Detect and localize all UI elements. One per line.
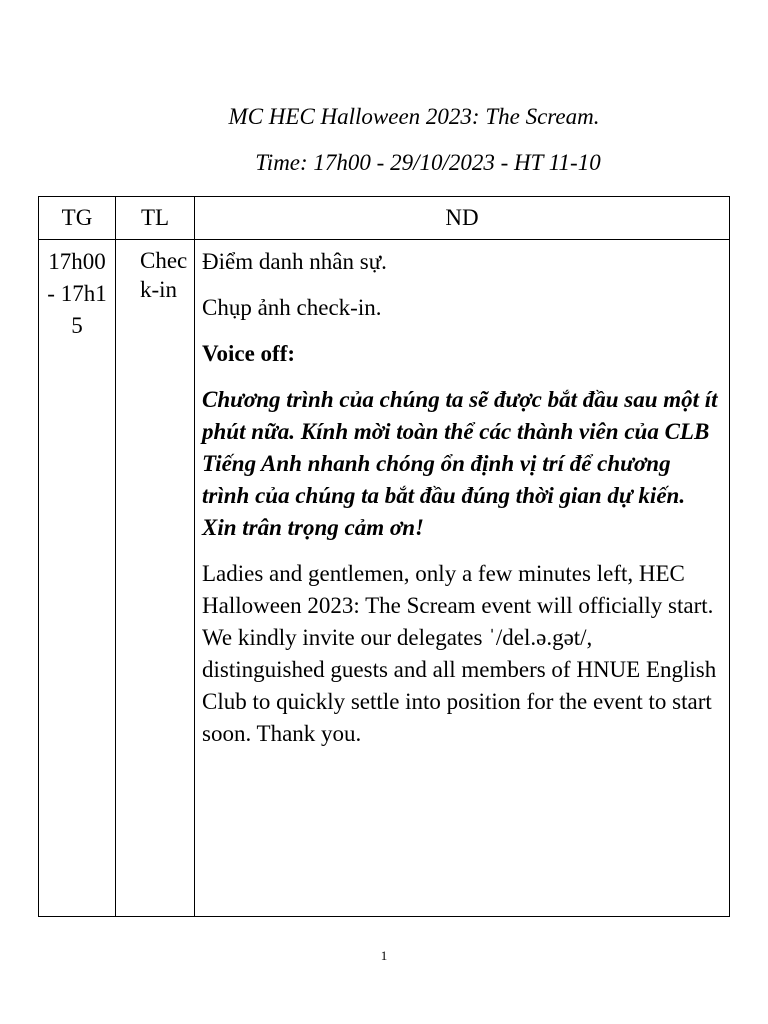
voice-off-label: Voice off:: [202, 341, 296, 366]
table-row: [39, 240, 730, 917]
page-number: 1: [380, 948, 388, 963]
content-line-photo: Chụp ảnh check-in.: [202, 295, 382, 320]
header-nd: ND: [195, 197, 730, 240]
header-tg: TG: [39, 197, 116, 240]
content-line-attendance: Điểm danh nhân sự.: [202, 249, 387, 274]
document-time-line: Time: 17h00 - 29/10/2023 - HT 11-10: [255, 150, 601, 175]
content-cell: [195, 240, 730, 917]
document-title: MC HEC Halloween 2023: The Scream.: [228, 104, 600, 129]
header-tl: TL: [116, 197, 195, 240]
vietnamese-script: Chương trình của chúng ta sẽ được bắt đầu sau một ít phút nữa. Kính mời toàn thể các thành viên của CLB Tiếng Anh nhanh chóng ổn định vị trí để chương trình của chúng ta bắt đầu đúng thời gian dự kiến. Xin trân trọng cảm ơn!: [202, 387, 718, 540]
time-cell: 17h00 - 17h15: [39, 240, 116, 917]
english-script: Ladies and gentlemen, only a few minutes left, HEC Halloween 2023: The Scream event will officially start. We kindly invite our delegates ˈ/del.ə.gət/, distinguished guests and all members of HNUE English Club to quickly settle into position for the event to start soon. Thank you.: [202, 561, 717, 746]
schedule-table: [38, 196, 730, 917]
table-header-row: [39, 197, 730, 240]
segment-cell: Check-in: [116, 240, 195, 917]
